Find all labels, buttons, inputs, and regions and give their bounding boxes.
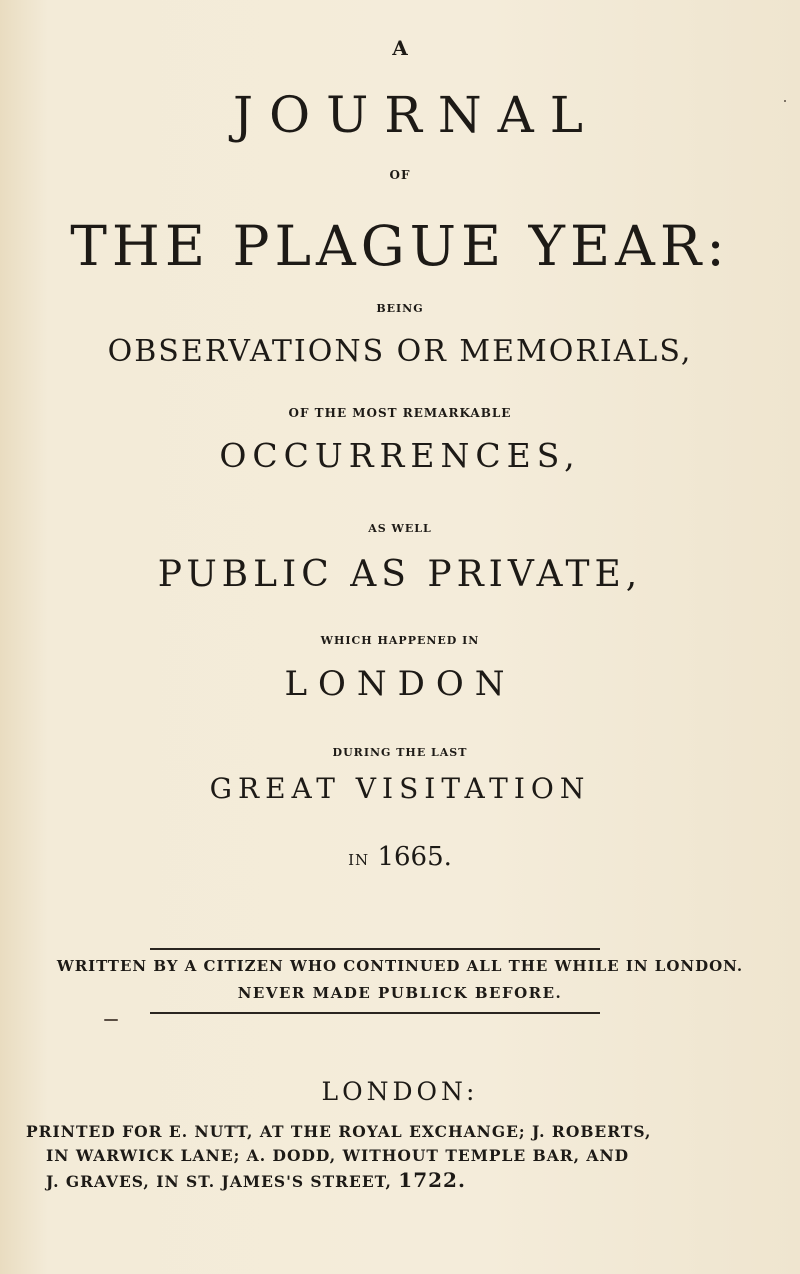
- subtitle-being: BEING: [376, 302, 424, 315]
- imprint-line-3: [26, 1168, 778, 1194]
- subtitle-of-the-most: OF THE MOST REMARKABLE: [288, 406, 512, 420]
- top-divider-rule: [150, 948, 600, 950]
- in-word: IN: [348, 851, 370, 869]
- imprint-place: LONDON:: [321, 1077, 479, 1106]
- subtitle-public-private: PUBLIC AS PRIVATE,: [157, 554, 643, 595]
- subtitle-which-happened: WHICH HAPPENED IN: [320, 634, 480, 647]
- title-article: A: [392, 36, 408, 60]
- imprint-line-2: IN WARWICK LANE; A. DODD, WITHOUT TEMPLE BAR, AND: [46, 1146, 630, 1165]
- subtitle-occurrences: OCCURRENCES,: [219, 436, 581, 475]
- imprint-line-1: PRINTED FOR E. NUTT, AT THE ROYAL EXCHANGE; J. ROBERTS,: [26, 1122, 652, 1141]
- publication-note: NEVER MADE PUBLICK BEFORE.: [237, 984, 563, 1002]
- title-journal: JOURNAL: [233, 86, 599, 144]
- paper-speck: [784, 100, 786, 102]
- bottom-divider-rule: [150, 1012, 600, 1014]
- imprint-line-3-text: J. GRAVES, IN ST. JAMES'S STREET,: [46, 1172, 392, 1191]
- imprint-block: [26, 1120, 778, 1194]
- subtitle-during-the-last: DURING THE LAST: [332, 746, 468, 759]
- subtitle-year-line: [0, 842, 800, 872]
- visitation-year: 1665.: [377, 842, 452, 872]
- subtitle-observations: OBSERVATIONS OR MEMORIALS,: [107, 334, 693, 369]
- title-of: OF: [389, 168, 411, 182]
- subtitle-as-well: AS WELL: [368, 522, 432, 535]
- imprint-year: 1722.: [398, 1168, 466, 1192]
- subtitle-london: LONDON: [284, 664, 516, 704]
- author-statement: WRITTEN BY A CITIZEN WHO CONTINUED ALL THE WHILE IN LONDON.: [56, 957, 744, 975]
- title-plague-year: THE PLAGUE YEAR:: [70, 214, 730, 278]
- subtitle-great-visitation: GREAT VISITATION: [209, 772, 591, 805]
- paper-speck: [104, 1019, 118, 1021]
